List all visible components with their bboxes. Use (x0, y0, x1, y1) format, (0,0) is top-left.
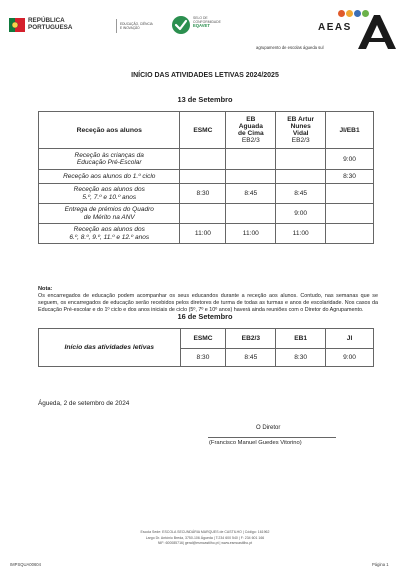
aeas-logo-icon (354, 11, 398, 51)
cell-ji-eb1: 9:00 (326, 149, 374, 170)
ministry-line: E INOVAÇÃO (120, 26, 140, 30)
place-date: Águeda, 2 de setembro de 2024 (38, 400, 130, 407)
table-row (39, 184, 374, 204)
desc-line: Receção aos alunos dos (73, 186, 145, 194)
eqavet-seal-icon (171, 15, 191, 35)
footer-line: Escola Sede: ESCOLA SECUNDÁRIA MARQUES de CASTILHO | Código: 161962 (140, 530, 270, 534)
header-line: Nunes (290, 122, 311, 130)
header-cell-ji-eb1: JI/EB1 (326, 112, 374, 149)
cell-eb-artur: 9:00 (276, 204, 326, 224)
page-number: Página 1 (372, 562, 389, 567)
yellow-circle-icon (346, 10, 353, 17)
cell-eb-artur: 11:00 (276, 224, 326, 244)
cell-esmc: 8:30 (180, 349, 226, 367)
school-brand: AEAS (318, 22, 352, 33)
republic-line: REPÚBLICA (28, 17, 65, 24)
cell-ji-eb1 (326, 224, 374, 244)
ministry-label (120, 22, 156, 30)
table-row (39, 204, 374, 224)
seal-line: SELO DE (193, 16, 208, 20)
footer-line: NIF: 600085716| geral@esmcastilho.pt | www.esmcastilho.pt (157, 541, 253, 546)
note-text: Os encarregados de educação podem acompanhar os seus educandos durante a receção aos alunos. Contudo, nas semanas que se seguem, os encarregados de educação serão recebidos pelos diretores de turma de todas as turmas e anos de escolaridade. Nos casos da Educação Pré-escolar e do 1º ciclo e dos anos iniciais de ciclo (5º, 7º e 10º anos) haverá ainda reuniões com o Diretor do Agrupamento. (38, 293, 378, 314)
row-description (39, 149, 180, 170)
reception-schedule-table (38, 111, 374, 244)
cell-eb-artur (276, 149, 326, 170)
table-header-row (39, 112, 374, 149)
cell-esmc: 11:00 (180, 224, 226, 244)
header-cell-eb-artur (276, 112, 326, 149)
footer-line: Largo Dr. António Breda, 3750-106 Águeda | T:234 600 540 | F: 234 601 166 (145, 535, 265, 540)
desc-line: Receção aos alunos dos (73, 226, 145, 234)
header-cell-esmc: ESMC (180, 112, 226, 149)
ministry-line: EDUCAÇÃO, CIÊNCIA (120, 22, 153, 26)
header-cell-ji: JI (326, 329, 374, 349)
cell-ji-eb1 (326, 204, 374, 224)
cell-esmc (180, 204, 226, 224)
cell-eb-aguada: 11:00 (226, 224, 276, 244)
row-description (39, 184, 180, 204)
cell-ji-eb1 (326, 184, 374, 204)
cell-esmc: 8:30 (180, 184, 226, 204)
document-code: IMPSQUA00604 (10, 562, 41, 567)
table-row (39, 149, 374, 170)
document-title: INÍCIO DAS ATIVIDADES LETIVAS 2024/2025 (131, 72, 279, 79)
note-title: Nota: (38, 286, 53, 292)
cell-eb-aguada (226, 204, 276, 224)
row-description (39, 170, 180, 184)
seal-line: CONFORMIDADE (193, 20, 221, 25)
cell-eb-artur: 8:45 (276, 184, 326, 204)
row-description (39, 224, 180, 244)
header-line: Vidal (292, 130, 309, 137)
cell-eb1: 8:30 (276, 349, 326, 367)
director-name: (Francisco Manuel Guedes Vitorino) (209, 440, 302, 446)
row-description (39, 204, 180, 224)
republic-wordmark (28, 17, 72, 31)
director-role: O Diretor (256, 425, 281, 431)
seal-line: EQAVET (193, 23, 210, 29)
header-line: EB2/3 (241, 137, 260, 145)
header-cell-lead: Receção aos alunos (39, 112, 180, 149)
cell-esmc (180, 149, 226, 170)
section1-date: 13 de Setembro (177, 95, 233, 104)
cell-esmc (180, 170, 226, 184)
header-line: EB2/3 (291, 137, 310, 145)
page-footer (0, 530, 410, 547)
header-line: de Cima (237, 130, 264, 137)
cell-eb-artur (276, 170, 326, 184)
orange-circle-icon (338, 10, 345, 17)
table-header-row (39, 329, 374, 349)
desc-line: Receção às crianças da (74, 151, 144, 159)
desc-line: 6.º, 8.º, 9.º, 11.º e 12.º anos (69, 233, 150, 241)
header-line: EB Artur (287, 115, 315, 123)
section2-date: 16 de Setembro (177, 312, 233, 321)
desc-line: Educação Pré-Escolar (76, 159, 142, 166)
desc-line: 5.º, 7.º e 10.º anos (82, 193, 137, 201)
cell-eb-aguada: 8:45 (226, 184, 276, 204)
header-cell-eb-aguada (226, 112, 276, 149)
portuguese-flag-icon (9, 18, 25, 32)
header-cell-esmc: ESMC (180, 329, 226, 349)
header-line: EB (246, 115, 256, 123)
header-line: Aguada (238, 122, 263, 130)
republic-line: PORTUGUESA (28, 24, 73, 31)
page-header (0, 0, 410, 60)
desc-line: Entrega de prémios do Quadro (64, 206, 154, 214)
eqavet-seal-label (193, 16, 241, 29)
cell-ji: 9:00 (326, 349, 374, 367)
desc-line: de Mérito na ANV (83, 213, 135, 221)
table-row (39, 224, 374, 244)
cell-eb-aguada (226, 149, 276, 170)
school-subtitle: agrupamento de escolas águeda sul (256, 45, 324, 50)
cell-eb-aguada (226, 170, 276, 184)
desc-line: Receção aos alunos do 1.º ciclo (63, 172, 156, 180)
header-cell-eb1: EB1 (276, 329, 326, 349)
start-activities-table (38, 328, 374, 367)
cell-ji-eb1: 8:30 (326, 170, 374, 184)
start-activities-label: Início das atividades letivas (39, 329, 181, 367)
divider (116, 19, 117, 33)
header-cell-eb23: EB2/3 (226, 329, 276, 349)
cell-eb23: 8:45 (226, 349, 276, 367)
signature-line (208, 437, 336, 438)
table-row (39, 170, 374, 184)
